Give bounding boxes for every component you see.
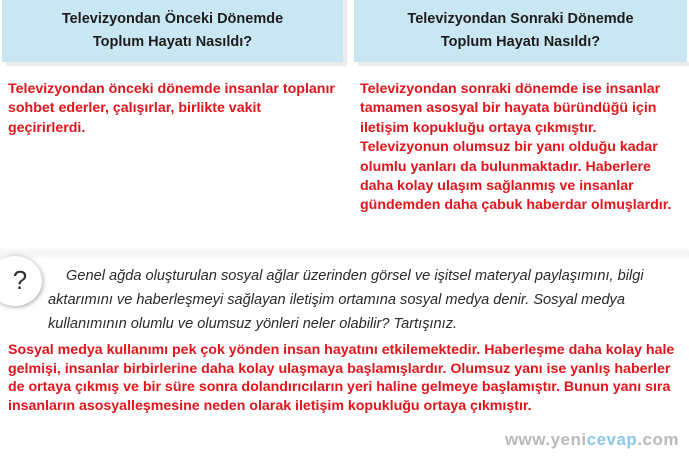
left-heading-shadow-bottom xyxy=(6,62,347,66)
question-line-1: Genel ağda oluşturulan sosyal ağlar üzerinden görsel ve işitsel materyal paylaşımını, bilgi xyxy=(66,268,644,284)
watermark-part-3: .com xyxy=(637,430,679,449)
question-line-3: kullanımının olumlu ve olumsuz yönleri neler olabilir? Tartışınız. xyxy=(48,316,458,332)
right-heading-shadow-bottom xyxy=(358,62,689,66)
question-mark-icon xyxy=(0,256,42,306)
question-mark-glyph: ? xyxy=(12,264,28,295)
right-column-answer: Televizyondan sonraki dönemde ise insanlar tamamen asosyal bir hayata büründüğü için iletişim kopukluğu ortaya çıkmıştır. Televizyonun olumsuz bir yanı olduğu kadar olumlu yanları da bulunmaktadır. Haberlere daha kolay ulaşım sağlanmış ve insanlar gündemden daha çabuk haberdar olmuşlardır. xyxy=(360,81,672,214)
right-heading-line2: Toplum Hayatı Nasıldı? xyxy=(440,34,601,50)
left-heading-shadow xyxy=(343,0,347,66)
watermark-part-1: www.yeni xyxy=(504,430,587,449)
left-column-heading xyxy=(2,0,343,62)
site-watermark xyxy=(505,430,679,450)
right-column-heading xyxy=(354,0,687,62)
section-divider xyxy=(0,246,689,260)
right-heading-line1: Televizyondan Sonraki Dönemde xyxy=(407,11,634,27)
question-line-2: aktarımını ve haberleşmeyi sağlayan iletişim ortamına sosyal medya denir. Sosyal medya xyxy=(48,292,625,308)
left-column-answer: Televizyondan önceki dönemde insanlar toplanır sohbet ederler, çalışırlar, birlikte vakit geçirirlerdi. xyxy=(8,81,335,136)
watermark-part-2: cevap xyxy=(586,430,638,449)
left-heading-line1: Televizyondan Önceki Dönemde xyxy=(61,11,284,27)
question-answer: Sosyal medya kullanımı pek çok yönden insan hayatını etkilemektedir. Haberleşme daha kolay hale gelmişi, insanlar birbirlerine daha kolay ulaşmaya başlamışlardır. Olumsuz yanı ise yanlış haberler de ortaya çıkmış ve bir süre sonra dolandırıcıların yeri haline gelmeye başlamıştır. Bunun yanı sıra insanların asosyalleşmesine neden olarak iletişim kopukluğu ortaya çıkmıştır. xyxy=(8,342,675,414)
left-heading-line2: Toplum Hayatı Nasıldı? xyxy=(92,34,253,50)
